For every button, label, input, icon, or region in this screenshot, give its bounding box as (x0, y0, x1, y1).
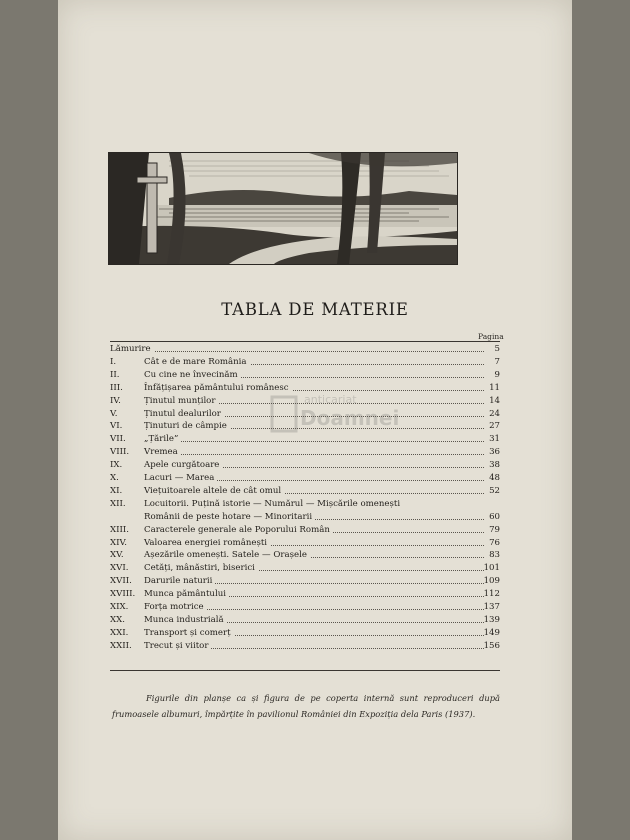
toc-page-number: 137 (483, 602, 500, 612)
toc-row (110, 460, 500, 472)
toc-chapter-number: XVII. (110, 576, 132, 587)
toc-chapter-number: IV. (110, 395, 121, 406)
toc-page-number: 38 (489, 460, 500, 471)
toc-chapter-title: Ținutul dealurilor (144, 409, 224, 419)
toc-row (110, 538, 500, 550)
toc-chapter-title: Viețuitoarele altele de cât omul (144, 486, 284, 496)
toc-chapter-number: VI. (110, 421, 123, 432)
toc-chapter-number: XVI. (110, 563, 129, 574)
toc-page-number: 52 (489, 485, 500, 496)
toc-page-number: 139 (483, 614, 500, 625)
bottom-rule (110, 670, 500, 671)
toc-row (110, 370, 500, 382)
toc-page-number: 83 (489, 550, 500, 561)
toc-chapter-title: Înfățișarea pământului românesc (144, 383, 292, 393)
toc-chapter-title: Vremea (144, 447, 181, 457)
toc-chapter-number: II. (110, 369, 120, 380)
toc-page-number: 79 (489, 524, 500, 535)
toc-row (110, 550, 500, 562)
toc-page-number: 27 (489, 421, 500, 432)
toc-chapter-title: Locuitorii. Puțină istorie — Numărul — Mișcările omenești (144, 499, 403, 509)
toc-row (110, 525, 500, 537)
toc-row (110, 576, 500, 588)
toc-chapter-title: Munca pământului (144, 589, 229, 599)
toc-chapter-number: III. (110, 382, 123, 393)
toc-chapter-title: Ținuturi de câmpie (144, 421, 230, 431)
toc-row (110, 383, 500, 395)
toc-chapter-title: Caracterele generale ale Poporului Român (144, 525, 333, 535)
toc-chapter-number: XXII. (110, 640, 132, 651)
toc-chapter-title: Românii de peste hotare — Minoritarii (144, 512, 315, 522)
toc-page-number: 5 (494, 344, 500, 354)
toc-chapter-title: Cetăți, mânăstiri, biserici (144, 563, 258, 573)
toc-page-number: 14 (489, 395, 500, 406)
toc-page-number: 101 (483, 563, 500, 574)
toc-chapter-number: VIII. (110, 447, 130, 458)
toc-chapter-title: Lămurire (110, 344, 154, 354)
toc-leader-dots (110, 351, 484, 352)
toc-chapter-number: XIV. (110, 537, 127, 548)
toc-chapter-number: V. (110, 408, 118, 419)
toc-chapter-number: X. (110, 473, 119, 483)
toc-chapter-title: Munca industrială (144, 615, 227, 625)
toc-page-number: 48 (489, 473, 500, 483)
toc-row (110, 421, 500, 433)
toc-chapter-title: „Țările” (144, 434, 181, 444)
toc-page-number: 109 (483, 576, 500, 587)
toc-chapter-title: Ținutul munților (144, 396, 218, 406)
toc-row (110, 589, 500, 601)
watermark-line2: Doamnei (300, 406, 400, 430)
toc-page-number: 60 (489, 511, 500, 522)
toc-page-number: 11 (489, 382, 500, 393)
toc-chapter-number: XIX. (110, 602, 129, 612)
toc-chapter-number: XV. (110, 550, 124, 561)
toc-chapter-number: XXI. (110, 627, 129, 638)
toc-chapter-number: XVIII. (110, 589, 136, 600)
toc-row (110, 563, 500, 575)
toc-page-number: 149 (483, 627, 500, 638)
toc-row (110, 499, 500, 511)
toc-page-number: 156 (483, 640, 500, 651)
toc-row (110, 615, 500, 627)
toc-page-number: 9 (494, 369, 500, 380)
toc-leader-dots (144, 454, 484, 455)
watermark-line1: anticariat (304, 393, 357, 406)
toc-row (110, 357, 500, 369)
toc-page-number: 76 (489, 537, 500, 548)
toc-chapter-title: Darurile naturii (144, 576, 215, 586)
toc-chapter-title: Forța motrice (144, 602, 207, 612)
toc-row (110, 473, 500, 485)
footnote: Figurile din planșe ca și figura de pe coperta internă sunt reproduceri după frumoasele albumuri, împărțite în pavilionul României din Expoziția dela Paris (1937). (112, 693, 500, 719)
toc-row (110, 602, 500, 614)
toc-page-number: 36 (489, 447, 500, 458)
toc-chapter-number: XIII. (110, 524, 130, 535)
toc-chapter-title: Valoarea energiei românești (144, 538, 270, 548)
toc-chapter-title: Așezările omenești. Satele — Orașele (144, 550, 310, 560)
toc-page-number: 7 (494, 356, 500, 367)
toc-chapter-title: Lacuri — Marea (144, 473, 217, 483)
toc-page-number: 31 (489, 434, 500, 445)
toc-chapter-number: XI. (110, 485, 123, 496)
toc-chapter-number: XX. (110, 614, 125, 625)
toc-row (110, 344, 500, 356)
toc-row (110, 396, 500, 408)
toc-chapter-title: Apele curgătoare (144, 460, 222, 470)
toc-row (110, 409, 500, 421)
top-rule (110, 341, 500, 342)
toc-page-number: 24 (489, 408, 500, 419)
toc-chapter-title: Cât e de mare România (144, 357, 250, 367)
toc-row (110, 641, 500, 653)
toc-row (110, 434, 500, 446)
toc-chapter-number: I. (110, 356, 117, 367)
toc-chapter-title: Cu cine ne învecinăm (144, 370, 241, 380)
toc-row (110, 628, 500, 640)
toc-chapter-title: Transport și comerț (144, 628, 234, 638)
toc-leader-dots (144, 441, 484, 442)
toc-row (110, 486, 500, 498)
toc-page-number: 112 (483, 589, 500, 600)
toc-chapter-number: XII. (110, 498, 126, 509)
toc-row (110, 447, 500, 459)
toc-row (110, 512, 500, 524)
page-title: TABLA DE MATERIE (221, 300, 409, 319)
pagina-header: Pagina (478, 332, 504, 341)
toc-chapter-title: Trecut și viitor (144, 641, 211, 651)
toc-chapter-number: IX. (110, 460, 123, 471)
toc-chapter-number: VII. (110, 434, 126, 445)
landscape-illustration (108, 152, 458, 265)
